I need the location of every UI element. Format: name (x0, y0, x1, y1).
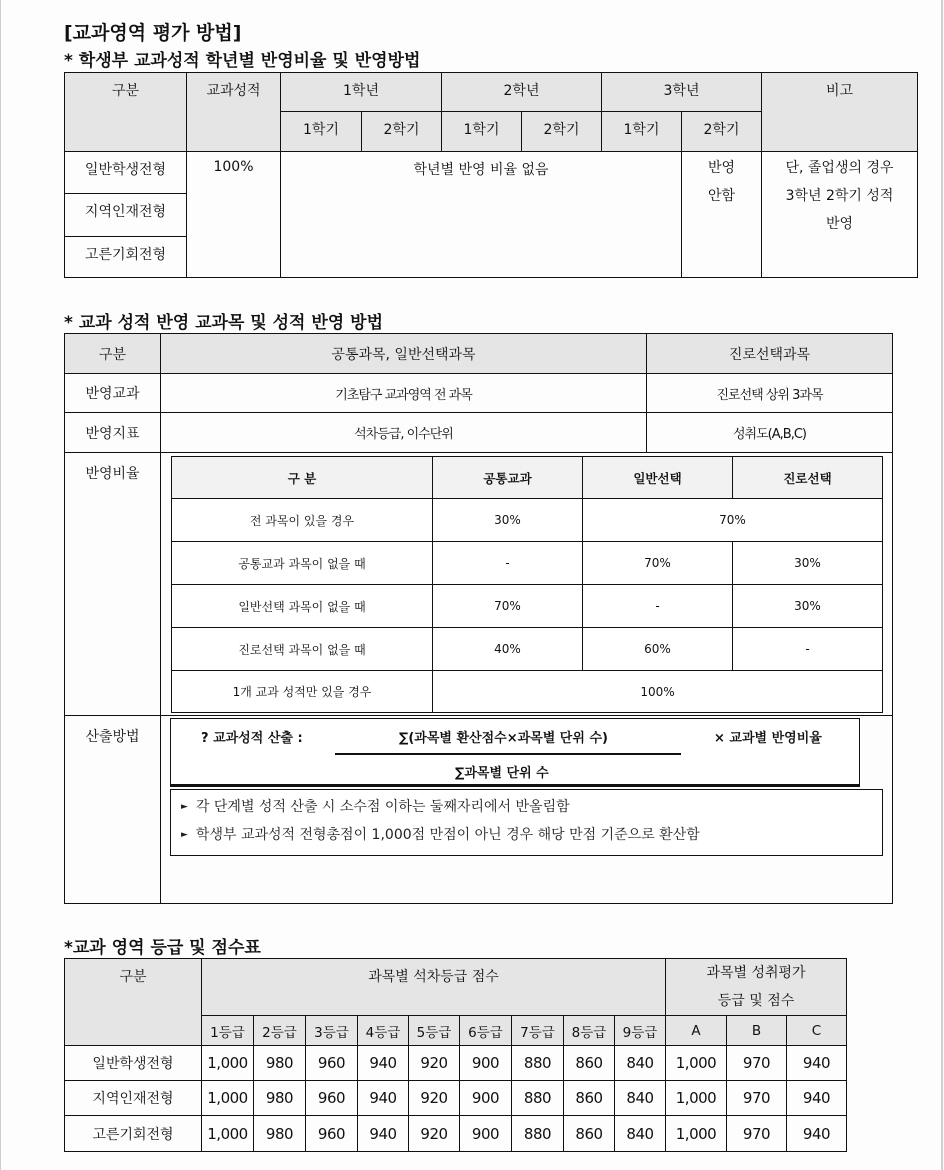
score-cell: 940 (358, 1116, 409, 1152)
s3-header-category: 구분 (65, 959, 202, 1046)
formula-multiplier: × 교과별 반영비율 (714, 731, 822, 746)
achievement-line2: 등급 및 점수 (717, 993, 795, 1009)
achievement-label: A (666, 1016, 727, 1046)
s2-row-subjects-label: 반영교과 (65, 374, 161, 413)
score-cell: 880 (512, 1116, 564, 1152)
s2-row-indicators-common: 석차등급, 이수단위 (161, 413, 647, 453)
note-item (181, 824, 700, 844)
table-row (65, 1081, 847, 1116)
s2-row-indicators-label: 반영지표 (65, 413, 161, 453)
not-applied-line1: 반영 (707, 160, 736, 176)
score-cell: 840 (615, 1081, 666, 1116)
achievement-label: C (787, 1016, 847, 1046)
s2-row-subjects-common: 기초탐구 교과영역 전 과목 (161, 374, 647, 413)
achievement-cell: 970 (727, 1046, 787, 1081)
score-cell: 860 (564, 1046, 615, 1081)
score-cell: 980 (254, 1081, 306, 1116)
row-label: 고른기회전형 (65, 1116, 202, 1152)
note-text: 각 단계별 성적 산출 시 소수점 이하는 둘째자리에서 반올림함 (195, 799, 570, 815)
ratio-row1-general-career: 70% (583, 499, 883, 542)
header-grades: 교과성적 (187, 73, 281, 152)
notes-box (170, 789, 883, 856)
score-cell: 840 (615, 1116, 666, 1152)
s2-header-category: 구분 (65, 334, 161, 374)
achievement-cell: 1,000 (666, 1046, 727, 1081)
ratio-row2-career: 30% (733, 542, 883, 585)
header-year1: 1학년 (281, 73, 442, 112)
achievement-cell: 940 (787, 1081, 847, 1116)
score-cell: 880 (512, 1081, 564, 1116)
grade-label: 4등급 (358, 1016, 409, 1046)
page-edge-left (0, 0, 1, 1170)
grade-label: 1등급 (202, 1016, 254, 1046)
formula-numerator: ∑(과목별 환산점수×과목별 단위 수) (399, 731, 608, 746)
score-cell: 960 (306, 1116, 358, 1152)
ratio-row3-career: 30% (733, 585, 883, 628)
bullet-triangle-icon: ► (181, 830, 188, 840)
remark-line3: 반영 (825, 216, 854, 232)
header-y2-sem2: 2학기 (522, 112, 602, 152)
header-y1-sem1: 1학기 (281, 112, 362, 152)
ratio-header-common: 공통교과 (433, 457, 583, 499)
achievement-cell: 1,000 (666, 1081, 727, 1116)
score-cell: 900 (460, 1081, 512, 1116)
header-y2-sem1: 1학기 (442, 112, 522, 152)
achievement-cell: 970 (727, 1081, 787, 1116)
header-y1-sem2: 2학기 (362, 112, 442, 152)
score-cell: 920 (409, 1046, 460, 1081)
achievement-line1: 과목별 성취평가 (706, 965, 806, 981)
no-ratio-text: 학년별 반영 비율 없음 (281, 152, 682, 278)
s2-row-indicators-career: 성취도(A,B,C) (647, 413, 893, 453)
not-applied-line2: 안함 (707, 188, 736, 204)
ratio-row3-case: 일반선택 과목이 없을 때 (172, 585, 433, 628)
grade-percent: 100% (187, 152, 281, 278)
formula-label: ? 교과성적 산출 : (201, 731, 303, 746)
score-cell: 860 (564, 1116, 615, 1152)
grade-label: 6등급 (460, 1016, 512, 1046)
ratio-row5-all: 100% (433, 671, 883, 713)
s2-row-ratio-label: 반영비율 (65, 453, 161, 716)
page-title: [교과영역 평가 방법] (64, 22, 242, 44)
score-cell: 1,000 (202, 1081, 254, 1116)
row-label: 지역인재전형 (65, 1081, 202, 1116)
fraction-bar (335, 753, 681, 755)
grade-label: 2등급 (254, 1016, 306, 1046)
not-applied-cell (682, 152, 762, 278)
row-label-regional: 지역인재전형 (65, 194, 187, 237)
ratio-row2-general: 70% (583, 542, 733, 585)
score-cell: 940 (358, 1081, 409, 1116)
score-cell: 920 (409, 1081, 460, 1116)
row-label: 일반학생전형 (65, 1046, 202, 1081)
remark-line2: 3학년 2학기 성적 (785, 188, 894, 204)
ratio-row4-common: 40% (433, 628, 583, 671)
ratio-row1-common: 30% (433, 499, 583, 542)
ratio-row2-common: - (433, 542, 583, 585)
ratio-table (171, 456, 883, 713)
score-cell: 860 (564, 1081, 615, 1116)
ratio-row2-case: 공통교과 과목이 없을 때 (172, 542, 433, 585)
score-cell: 960 (306, 1046, 358, 1081)
grade-label: 8등급 (564, 1016, 615, 1046)
s2-row-method-label: 산출방법 (65, 716, 161, 904)
row-label-general: 일반학생전형 (65, 152, 187, 194)
score-cell: 880 (512, 1046, 564, 1081)
remark-line1: 단, 졸업생의 경우 (785, 160, 894, 176)
score-cell: 1,000 (202, 1046, 254, 1081)
ratio-row4-case: 진로선택 과목이 없을 때 (172, 628, 433, 671)
achievement-label: B (727, 1016, 787, 1046)
formula-box (170, 718, 860, 787)
grade-score-table (64, 958, 847, 1152)
section3-title: *교과 영역 등급 및 점수표 (64, 938, 261, 958)
achievement-cell: 940 (787, 1116, 847, 1152)
ratio-row3-common: 70% (433, 585, 583, 628)
achievement-cell: 940 (787, 1046, 847, 1081)
score-cell: 1,000 (202, 1116, 254, 1152)
page-edge-right (941, 0, 943, 1170)
bullet-triangle-icon: ► (181, 802, 188, 812)
header-year3: 3학년 (602, 73, 762, 112)
s2-header-common-general: 공통과목, 일반선택과목 (161, 334, 647, 374)
s3-header-achievement (666, 959, 847, 1016)
ratio-row4-general: 60% (583, 628, 733, 671)
score-cell: 980 (254, 1116, 306, 1152)
header-remarks: 비고 (762, 73, 918, 152)
ratio-row5-case: 1개 교과 성적만 있을 경우 (172, 671, 433, 713)
score-cell: 900 (460, 1116, 512, 1152)
s2-header-career: 진로선택과목 (647, 334, 893, 374)
s3-header-rank-scores: 과목별 석차등급 점수 (202, 959, 666, 1016)
ratio-header-general: 일반선택 (583, 457, 733, 499)
score-cell: 960 (306, 1081, 358, 1116)
achievement-cell: 1,000 (666, 1116, 727, 1152)
note-text: 학생부 교과성적 전형총점이 1,000점 만점이 아닌 경우 해당 만점 기준으로 환산함 (195, 827, 700, 843)
ratio-header-case: 구 분 (172, 457, 433, 499)
ratio-row4-career: - (733, 628, 883, 671)
grade-label: 3등급 (306, 1016, 358, 1046)
score-cell: 980 (254, 1046, 306, 1081)
header-y3-sem1: 1학기 (602, 112, 682, 152)
ratio-row1-case: 전 과목이 있을 경우 (172, 499, 433, 542)
score-cell: 940 (358, 1046, 409, 1081)
formula-denominator: ∑과목별 단위 수 (455, 766, 549, 781)
s2-row-subjects-career: 진로선택 상위 3과목 (647, 374, 893, 413)
row-label-opportunity: 고른기회전형 (65, 237, 187, 278)
grade-label: 9등급 (615, 1016, 666, 1046)
table-row (65, 1116, 847, 1152)
score-cell: 900 (460, 1046, 512, 1081)
section1-title: * 학생부 교과성적 학년별 반영비율 및 반영방법 (64, 51, 421, 71)
section2-title: * 교과 성적 반영 교과목 및 성적 반영 방법 (64, 313, 383, 333)
ratio-row3-general: - (583, 585, 733, 628)
score-cell: 920 (409, 1116, 460, 1152)
header-y3-sem2: 2학기 (682, 112, 762, 152)
year-ratio-table (64, 72, 918, 278)
header-year2: 2학년 (442, 73, 602, 112)
achievement-cell: 970 (727, 1116, 787, 1152)
grade-label: 5등급 (409, 1016, 460, 1046)
ratio-header-career: 진로선택 (733, 457, 883, 499)
grade-label: 7등급 (512, 1016, 564, 1046)
note-item (181, 796, 570, 816)
header-category: 구분 (65, 73, 187, 152)
score-cell: 840 (615, 1046, 666, 1081)
table-row (65, 1046, 847, 1081)
remarks-cell (762, 152, 918, 278)
